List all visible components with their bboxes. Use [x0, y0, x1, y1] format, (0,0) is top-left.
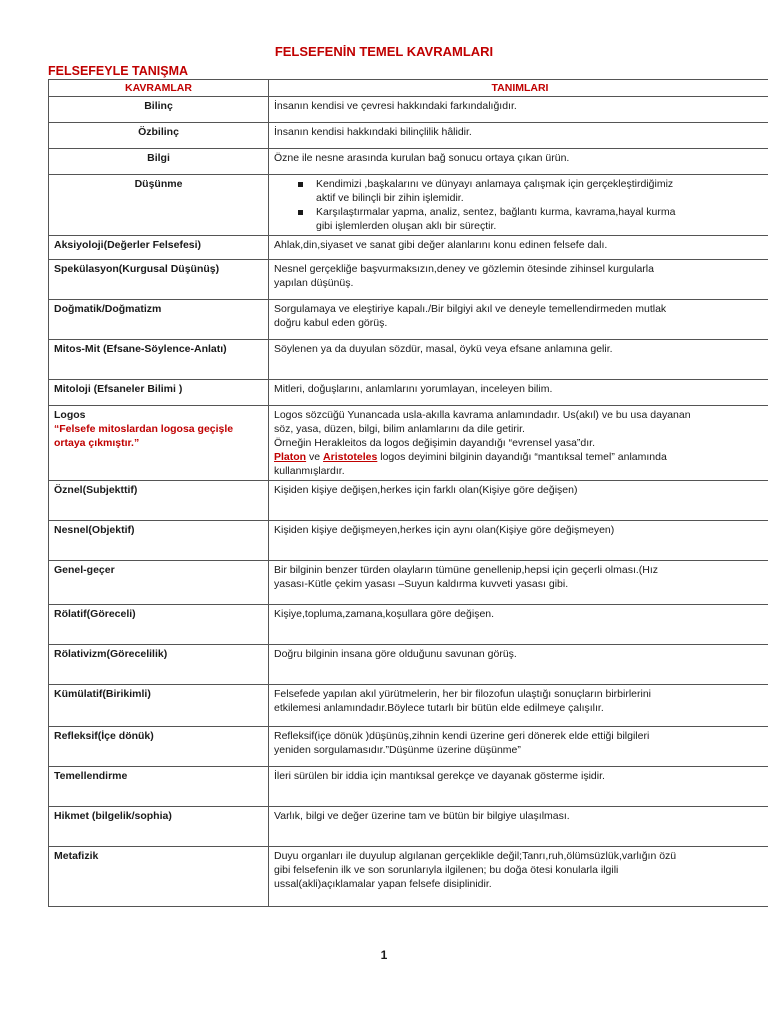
definition-line: Sorgulamaya ve eleştiriye kapalı./Bir bilgiyi akıl ve deneyle temellendirmeden mutlak	[274, 303, 667, 315]
definition-line: kullanmışlardır.	[274, 465, 345, 477]
definition-line: Kişiden kişiye değişen,herkes için farklı olan(Kişiye göre değişen)	[274, 484, 578, 496]
definition-cell	[269, 847, 768, 907]
definition-cell	[269, 236, 768, 260]
definition-cell	[269, 605, 768, 645]
definition-cell	[269, 260, 768, 300]
definition-line: Kişiden kişiye değişmeyen,herkes için aynı olan(Kişiye göre değişmeyen)	[274, 524, 615, 536]
section-title: FELSEFEYLE TANIŞMA	[48, 64, 189, 78]
definition-line: yeniden sorgulamasıdır.”Düşünme üzerine düşünme”	[274, 744, 521, 756]
table-row	[49, 481, 768, 521]
definition-line: Kişiye,topluma,zamana,koşullara göre değişen.	[274, 608, 495, 620]
term-cell: Mitoloji (Efsaneler Bilimi )	[49, 380, 269, 406]
definition-line: Özne ile nesne arasında kurulan bağ sonucu ortaya çıkan ürün.	[274, 152, 570, 164]
definition-cell	[269, 807, 768, 847]
term-cell: Düşünme	[49, 175, 269, 236]
definition-line: Doğru bilginin insana göre olduğunu savunan görüş.	[274, 648, 517, 660]
table-row	[49, 175, 768, 236]
table-row	[49, 236, 768, 260]
table-row	[49, 406, 768, 481]
concepts-table	[48, 79, 768, 907]
term-cell: Mitos-Mit (Efsane-Söylence-Anlatı)	[49, 340, 269, 380]
definition-bullet-list	[274, 177, 766, 233]
term-cell: Nesnel(Objektif)	[49, 521, 269, 561]
definition-line: Bir bilginin benzer türden olayların tümüne genellenip,hepsi için geçerli olması.(Hız	[274, 564, 659, 576]
table-row	[49, 300, 768, 340]
table-row	[49, 260, 768, 300]
table-row	[49, 380, 768, 406]
term-cell	[49, 406, 269, 481]
definition-cell	[269, 645, 768, 685]
definition-cell	[269, 175, 768, 236]
definition-cell	[269, 481, 768, 521]
term-cell: Öznel(Subjekttif)	[49, 481, 269, 521]
term-cell: Rölativizm(Görecelilik)	[49, 645, 269, 685]
column-header-concepts: KAVRAMLAR	[49, 80, 269, 97]
table-row	[49, 807, 768, 847]
table-row	[49, 685, 768, 727]
definition-cell	[269, 300, 768, 340]
definition-line: Örneğin Herakleitos da logos değişimin dayandığı “evrensel yasa”dır.	[274, 437, 596, 449]
table-row	[49, 149, 768, 175]
definition-cell	[269, 380, 768, 406]
definition-line: gibi işlemlerden oluşan aklı bir süreçtir.	[316, 220, 497, 232]
table-row	[49, 767, 768, 807]
table-row	[49, 605, 768, 645]
definition-cell	[269, 767, 768, 807]
definition-line: İnsanın kendisi hakkındaki bilinçlilik hâlidir.	[274, 126, 472, 138]
definition-line: Mitleri, doğuşlarını, anlamlarını yorumlayan, inceleyen bilim.	[274, 383, 553, 395]
term-cell: Spekülasyon(Kurgusal Düşünüş)	[49, 260, 269, 300]
term-cell: Metafizik	[49, 847, 269, 907]
page-number: 1	[380, 948, 388, 962]
term-cell: Doğmatik/Doğmatizm	[49, 300, 269, 340]
term-label: Logos	[54, 409, 86, 421]
term-cell: Refleksif(İçe dönük)	[49, 727, 269, 767]
definition-line: ussal(akli)açıklamalar yapan felsefe disiplinidir.	[274, 878, 492, 890]
definition-line: yasası-Kütle çekim yasası –Suyun kaldırma kuvveti yasası gibi.	[274, 578, 569, 590]
term-cell: Hikmet (bilgelik/sophia)	[49, 807, 269, 847]
definition-line	[274, 450, 766, 464]
aristoteles-link[interactable]: Aristoteles	[323, 451, 378, 463]
definition-line: aktif ve bilinçli bir zihin işlemidir.	[316, 192, 464, 204]
bullet-item	[316, 177, 766, 205]
definition-line: Karşılaştırmalar yapma, analiz, sentez, bağlantı kurma, kavrama,hayal kurma	[316, 206, 676, 218]
term-cell: Temellendirme	[49, 767, 269, 807]
definition-text: logos deyimini bilginin dayandığı “mantıksal temel” anlamında	[380, 451, 667, 463]
definition-cell	[269, 149, 768, 175]
definition-line: Nesnel gerçekliğe başvurmaksızın,deney ve gözlemin ötesinde zihinsel kurgularla	[274, 263, 654, 275]
definition-cell	[269, 727, 768, 767]
term-cell: Genel-geçer	[49, 561, 269, 605]
definition-cell	[269, 97, 768, 123]
bullet-item	[316, 205, 766, 233]
definition-cell	[269, 521, 768, 561]
platon-link[interactable]: Platon	[274, 451, 307, 463]
definition-line: Refleksif(içe dönük )düşünüş,zihnin kendi üzerine geri dönerek elde ettiği bilgileri	[274, 730, 650, 742]
definition-line: Felsefede yapılan akıl yürütmelerin, her bir filozofun ulaştığı sonuçların birbirlerini	[274, 688, 652, 700]
definition-line: yapılan düşünüş.	[274, 277, 354, 289]
term-cell: Bilinç	[49, 97, 269, 123]
definition-cell	[269, 340, 768, 380]
definition-line: Kendimizi ,başkalarını ve dünyayı anlamaya çalışmak için gerçekleştirdiğimiz	[316, 178, 674, 190]
definition-line: Varlık, bilgi ve değer üzerine tam ve bütün bir bilgiye ulaşılması.	[274, 810, 570, 822]
term-cell: Bilgi	[49, 149, 269, 175]
definition-cell	[269, 406, 768, 481]
table-row	[49, 645, 768, 685]
term-cell: Aksiyoloji(Değerler Felsefesi)	[49, 236, 269, 260]
column-header-definitions: TANIMLARI	[269, 80, 768, 97]
table-row	[49, 561, 768, 605]
definition-cell	[269, 123, 768, 149]
logos-quote: “Felsefe mitoslardan logosa geçişle ortaya çıkmıştır.”	[54, 423, 234, 449]
definition-line: Duyu organları ile duyulup algılanan gerçeklikle değil;Tanrı,ruh,ölümsüzlük,varlığın özü	[274, 850, 677, 862]
definition-line: Logos sözcüğü Yunancada usla-akılla kavrama anlamındadır. Us(akıl) ve bu usa dayanan	[274, 409, 691, 421]
definition-line: etkilemesi anlamındadır.Böylece tutarlı bir bütün elde edilmeye çalışılır.	[274, 702, 604, 714]
definition-line: söz, yasa, düzen, bilgi, bilim anlamlarını da dile getirir.	[274, 423, 525, 435]
document-title: FELSEFENİN TEMEL KAVRAMLARI	[274, 44, 494, 59]
term-cell: Kümülatif(Birikimli)	[49, 685, 269, 727]
definition-line: İleri sürülen bir iddia için mantıksal gerekçe ve dayanak gösterme işidir.	[274, 770, 605, 782]
table-header-row	[49, 80, 768, 97]
definition-cell	[269, 561, 768, 605]
definition-line: Ahlak,din,siyaset ve sanat gibi değer alanlarını konu edinen felsefe dalı.	[274, 239, 608, 251]
table-row	[49, 847, 768, 907]
definition-line: İnsanın kendisi ve çevresi hakkındaki farkındalığıdır.	[274, 100, 517, 112]
table-row	[49, 97, 768, 123]
definition-line: doğru kabul eden görüş.	[274, 317, 388, 329]
table-row	[49, 521, 768, 561]
table-row	[49, 340, 768, 380]
conjunction-text: ve	[309, 451, 321, 463]
definition-line: Söylenen ya da duyulan sözdür, masal, öykü veya efsane anlamına gelir.	[274, 343, 613, 355]
definition-cell	[269, 685, 768, 727]
term-cell: Rölatif(Göreceli)	[49, 605, 269, 645]
definition-line: gibi felsefenin ilk ve son sorunlarıyla ilgilenen; bu doğa ötesi konularla ilgili	[274, 864, 619, 876]
term-cell: Özbilinç	[49, 123, 269, 149]
table-row	[49, 123, 768, 149]
table-row	[49, 727, 768, 767]
